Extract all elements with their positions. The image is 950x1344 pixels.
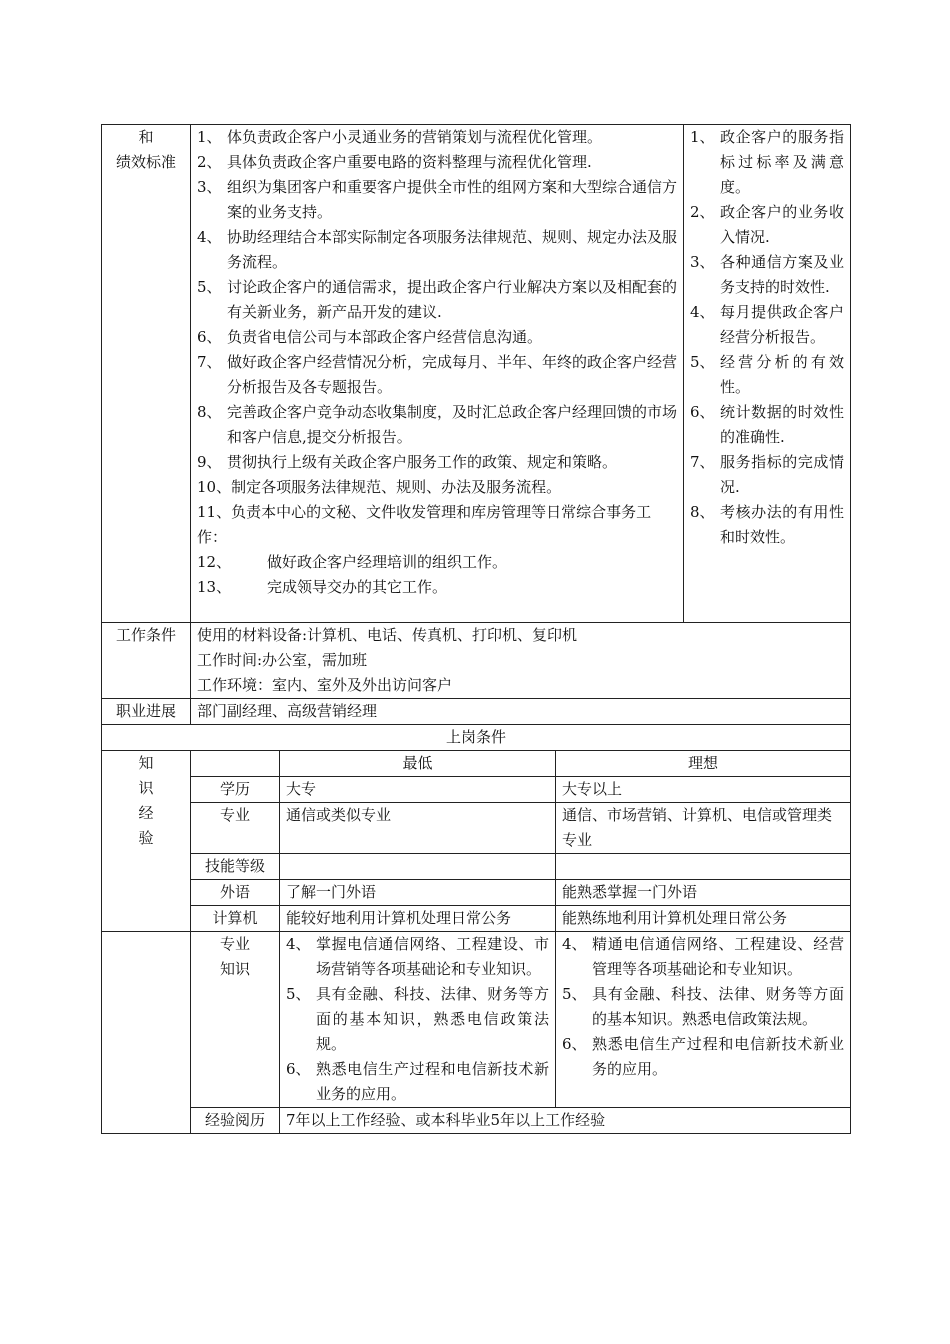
work-conditions-cell: [191, 623, 851, 699]
requirements-header-row: [102, 751, 851, 777]
career-label: 职业进展: [102, 699, 191, 725]
standard-item: 5、 经营分析的有效性。: [690, 353, 845, 396]
duty-item: 1、 体负责政企客户小灵通业务的营销策划与流程优化管理。: [197, 128, 603, 146]
duty-item: 5、 讨论政企客户的通信需求，提出政企客户行业解决方案以及相配套的有关新业务，新产品开发的建议.: [197, 278, 678, 321]
standards-cell: [684, 125, 851, 623]
row-label-skill-level: 技能等级: [191, 854, 280, 880]
job-description-table: [101, 124, 851, 1134]
education-ideal: 大专以上: [556, 777, 851, 803]
responsibilities-label-cell: [102, 125, 191, 623]
standard-item: 7、 服务指标的完成情况.: [690, 453, 845, 496]
knowledge-ideal-list: [562, 932, 844, 1082]
standard-item: 3、 各种通信方案及业务支持的时效性.: [690, 253, 845, 296]
column-min-header: 最低: [280, 751, 556, 777]
standard-item: 4、 每月提供政企客户经营分析报告。: [690, 303, 845, 346]
responsibilities-label-line1: 和: [138, 128, 154, 146]
knowledge-label: 专业 知识: [191, 932, 280, 1108]
knowledge-ideal-cell: [556, 932, 851, 1108]
duty-item: 8、 完善政企客户竞争动态收集制度，及时汇总政企客户经理回馈的市场和客户信息,提交分析报告。: [197, 403, 678, 446]
knowledge-experience-label: 知 识 经 验: [102, 751, 191, 932]
list-item: 4、 掌握电信通信网络、工程建设、市场营销等各项基础论和专业知识。: [286, 935, 549, 978]
duties-list-tail: [197, 550, 677, 600]
duty-item-10: 10、制定各项服务法律规范、规则、办法及服务流程。: [197, 478, 562, 496]
duties-list: [197, 125, 677, 475]
career-row: [102, 699, 851, 725]
duty-item-12: 12、 做好政企客户经理培训的组织工作。: [197, 553, 508, 571]
column-ideal-header: 理想: [556, 751, 851, 777]
experience-row: [102, 1108, 851, 1134]
duty-item: 7、 做好政企客户经营情况分析，完成每月、半年、年终的政企客户经营分析报告及各专题报告。: [197, 353, 678, 396]
foreign-language-ideal: 能熟悉掌握一门外语: [556, 880, 851, 906]
list-item: 5、 具有金融、科技、法律、财务等方面的基本知识。熟悉电信政策法规。: [562, 985, 845, 1028]
responsibilities-row: [102, 125, 851, 623]
work-environment: 工作环境：室内、室外及外出访问客户: [197, 676, 453, 694]
foreign-language-min: 了解一门外语: [280, 880, 556, 906]
knowledge-row: [102, 932, 851, 1108]
duty-item: 3、 组织为集团客户和重要客户提供全市性的组网方案和大型综合通信方案的业务支持。: [197, 178, 678, 221]
work-conditions-label: 工作条件: [102, 623, 191, 699]
career-value: 部门副经理、高级营销经理: [191, 699, 851, 725]
row-label-education: 学历: [191, 777, 280, 803]
experience-label: 经验阅历: [191, 1108, 280, 1134]
duties-cell: [191, 125, 684, 623]
computer-ideal: 能熟练地利用计算机处理日常公务: [556, 906, 851, 932]
table-row: [102, 803, 851, 854]
knowledge-side-empty: [102, 932, 191, 1134]
row-label-major: 专业: [191, 803, 280, 854]
education-min: 大专: [280, 777, 556, 803]
responsibilities-label-line2: 绩效标准: [115, 153, 176, 171]
table-row: [102, 777, 851, 803]
requirements-title: 上岗条件: [102, 725, 851, 751]
standards-list: [690, 125, 844, 550]
row-label-computer: 计算机: [191, 906, 280, 932]
skill-level-min: [280, 854, 556, 880]
experience-value: 7年以上工作经验、或本科毕业5年以上工作经验: [280, 1108, 851, 1134]
knowledge-min-list: [286, 932, 549, 1107]
duty-item: 9、 贯彻执行上级有关政企客户服务工作的政策、规定和策略。: [197, 453, 618, 471]
list-item: 4、 精通电信通信网络、工程建设、经营管理等各项基础论和专业知识。: [562, 935, 845, 978]
work-time: 工作时间:办公室，需加班: [197, 651, 368, 669]
work-conditions-row: [102, 623, 851, 699]
duty-item-13: 13、 完成领导交办的其它工作。: [197, 578, 448, 596]
table-row: [102, 854, 851, 880]
requirements-title-row: [102, 725, 851, 751]
list-item: 5、 具有金融、科技、法律、财务等方面的基本知识，熟悉电信政策法规。: [286, 985, 549, 1053]
list-item: 6、 熟悉电信生产过程和电信新技术新业务的应用。: [286, 1060, 549, 1103]
header-empty-cell: [191, 751, 280, 777]
duty-item: 6、 负责省电信公司与本部政企客户经营信息沟通。: [197, 328, 543, 346]
list-item: 6、 熟悉电信生产过程和电信新技术新业务的应用。: [562, 1035, 845, 1078]
table-row: [102, 906, 851, 932]
major-ideal: 通信、市场营销、计算机、电信或管理类专业: [556, 803, 851, 854]
major-min: 通信或类似专业: [280, 803, 556, 854]
duty-item-11: 11、负责本中心的文秘、文件收发管理和库房管理等日常综合事务工作：: [197, 503, 652, 546]
row-label-foreign-language: 外语: [191, 880, 280, 906]
computer-min: 能较好地利用计算机处理日常公务: [280, 906, 556, 932]
standard-item: 6、 统计数据的时效性的准确性.: [690, 403, 845, 446]
standard-item: 2、 政企客户的业务收入情况.: [690, 203, 845, 246]
skill-level-ideal: [556, 854, 851, 880]
standard-item: 8、 考核办法的有用性和时效性。: [690, 503, 845, 546]
standard-item: 1、 政企客户的服务指标过标率及满意度。: [690, 128, 845, 196]
duty-item: 2、 具体负责政企客户重要电路的资料整理与流程优化管理.: [197, 153, 592, 171]
duty-item: 4、 协助经理结合本部实际制定各项服务法律规范、规则、规定办法及服务流程。: [197, 228, 678, 271]
work-equipment: 使用的材料设备:计算机、电话、传真机、打印机、复印机: [197, 626, 578, 644]
knowledge-min-cell: [280, 932, 556, 1108]
table-row: [102, 880, 851, 906]
